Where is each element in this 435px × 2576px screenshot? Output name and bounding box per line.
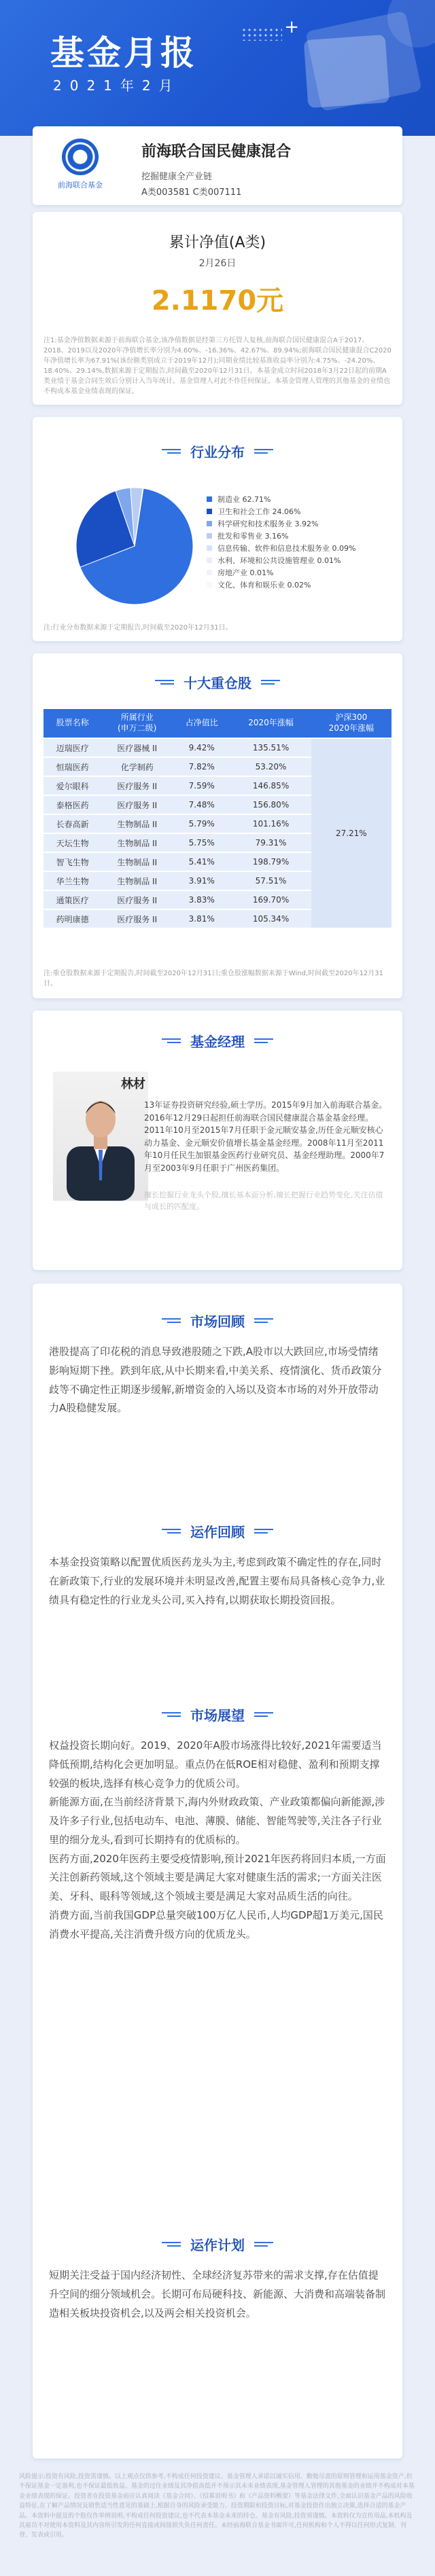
dots-decoration xyxy=(241,27,282,41)
table-cell: 生物制品 II xyxy=(101,834,173,852)
section-body: 本基金投资策略以配置优质医药龙头为主,考虑到政策不确定性的存在,同时在新政策下,行业的发展环境并未明显改善,配置主要布局具备核心竞争力,业绩具有稳定性的行业龙头公司,买入持有,以期获取长期投资回报。 xyxy=(49,1556,385,1606)
legend-swatch xyxy=(207,558,212,563)
table-cell: 生物制品 II xyxy=(101,853,173,871)
table-cell: 7.59% xyxy=(173,777,230,795)
plus-icon: + xyxy=(284,17,299,37)
table-cell: 53.20% xyxy=(230,758,311,776)
manager-bio: 13年证券投资研究经验,硕士学历。2015年9月加入前海联合基金。2016年12月29日起担任前海联合国民健康混合基金基金经理。2011年10月至2015年7月任职于金元顺安基金,历任金元顺安核心动力基金、金元顺安价值增长基金基金经理。2008年11月至2011年10月任民生加银基金医药行业研究员、基金经理助理。2000年7月至2003年9月任职于广州医药集团。 xyxy=(144,1100,387,1173)
fund-codes: A类003581 C类007111 xyxy=(141,187,242,198)
table-cell: 5.75% xyxy=(173,834,230,852)
table-cell: 3.91% xyxy=(173,872,230,890)
legend-item xyxy=(207,554,355,566)
legend-item xyxy=(207,505,355,518)
legend-swatch xyxy=(207,533,212,539)
fund-info-card xyxy=(33,126,402,205)
legend-swatch xyxy=(207,582,212,587)
nav-note: 注1:基金净值数据来源于前海联合基金,该净值数据是经第三方托管人复核,前海联合国民健康混合A于2017、2018、2019以及2020年净值增长率分别为4.60%、-16.36%、42.67%、89.94%;前海联合国民健康混合C2020年净值增长率为67.91%(该份额类别成立于2019年12月);同期业绩比较基准收益率分别为:4.75%、-24.20%、18.40%、29.14%,数据来源于定期报告,时间截至2020年12月31日。本基金成立时间2018年3月22日起的前期A类业绩于基金合同生效后分别计入当年统计。基金管理人对此不作任何保证。本基金管理人管理的其他基金的业绩也不构成本基金业绩表现的保证。 xyxy=(44,337,392,395)
section-heading xyxy=(33,1031,402,1051)
table-cell: 7.48% xyxy=(173,796,230,814)
hs300-return-cell: 27.21% xyxy=(311,739,392,928)
section-title: 运作计划 xyxy=(190,2237,245,2253)
table-header-cell: 占净值比 xyxy=(173,709,230,738)
section-heading xyxy=(33,672,402,692)
table-cell: 135.51% xyxy=(230,739,311,757)
logo-text: 前海联合基金 xyxy=(58,181,103,189)
commentary-card xyxy=(33,1284,402,2459)
table-cell: 医疗器械 II xyxy=(101,739,173,757)
table-cell: 57.51% xyxy=(230,872,311,890)
legend-label: 房地产业 0.01% xyxy=(218,568,274,577)
section-heading xyxy=(33,2234,402,2254)
fund-name: 前海联合国民健康混合 xyxy=(141,143,292,160)
legend-item xyxy=(207,518,355,530)
fund-theme: 挖掘健康全产业链 xyxy=(141,172,213,182)
table-cell: 长春高新 xyxy=(44,815,101,833)
section-body: 短期关注受益于国内经济韧性、全球经济复苏带来的需求支撑,存在估值提升空间的细分领域机会。长期可布局硬科技、新能源、大消费和高端装备制造相关板块投资机会,以及两会相关投资机会。 xyxy=(49,2269,386,2319)
legend-label: 信息传输、软件和信息技术服务业 0.09% xyxy=(218,544,356,553)
section-operation-plan xyxy=(33,2234,402,2323)
table-cell: 生物制品 II xyxy=(101,815,173,833)
table-cell: 泰格医药 xyxy=(44,796,101,814)
manager-bio-extra: 擅长挖掘行业龙头个股,擅长基本面分析,擅长把握行业趋势变化,关注估值与成长的匹配度。 xyxy=(144,1191,383,1211)
table-cell: 9.42% xyxy=(173,739,230,757)
section-heading xyxy=(33,441,402,461)
company-logo-icon xyxy=(62,139,99,175)
nav-card xyxy=(33,212,402,405)
table-cell: 105.34% xyxy=(230,910,311,928)
legend-item xyxy=(207,530,355,542)
table-cell: 天坛生物 xyxy=(44,834,101,852)
table-cell: 医疗服务 II xyxy=(101,777,173,795)
table-cell: 156.80% xyxy=(230,796,311,814)
section-market-outlook xyxy=(33,1705,402,1944)
table-cell: 医疗服务 II xyxy=(101,891,173,909)
table-cell: 101.16% xyxy=(230,815,311,833)
table-cell: 5.41% xyxy=(173,853,230,871)
legend-item xyxy=(207,566,355,579)
section-title: 市场展望 xyxy=(190,1707,245,1724)
report-subtitle: 2021年2月 xyxy=(53,77,181,94)
table-cell: 化学制药 xyxy=(101,758,173,776)
table-cell: 医疗服务 II xyxy=(101,910,173,928)
table-cell: 药明康德 xyxy=(44,910,101,928)
table-cell: 华兰生物 xyxy=(44,872,101,890)
table-cell: 爱尔眼科 xyxy=(44,777,101,795)
report-header xyxy=(0,0,435,136)
report-title: 基金月报 xyxy=(50,33,197,73)
legend-swatch xyxy=(207,496,212,502)
section-market-review xyxy=(33,1311,402,1418)
table-cell: 恒瑞医药 xyxy=(44,758,101,776)
holdings-card xyxy=(33,653,402,998)
holdings-note: 注:重仓股数据来源于定期报告,时间截至2020年12月31日;重仓股涨幅数据来源于Wind,时间截至2020年12月31日。 xyxy=(44,970,384,987)
table-cell: 5.79% xyxy=(173,815,230,833)
section-title: 运作回顾 xyxy=(190,1524,245,1540)
fund-logo xyxy=(53,139,107,190)
manager-card xyxy=(33,1011,402,1270)
table-cell: 生物制品 II xyxy=(101,872,173,890)
legend-item xyxy=(207,542,355,554)
nav-title: 累计净值(A类) xyxy=(169,234,266,251)
legend-label: 卫生和社会工作 24.06% xyxy=(218,507,301,516)
table-cell: 3.81% xyxy=(173,910,230,928)
table-header-row xyxy=(44,709,392,738)
table-cell: 3.83% xyxy=(173,891,230,909)
table-cell: 医疗服务 II xyxy=(101,796,173,814)
table-cell: 通策医疗 xyxy=(44,891,101,909)
nav-value: 2.1170元 xyxy=(151,285,284,316)
table-cell: 198.79% xyxy=(230,853,311,871)
table-cell: 迈瑞医疗 xyxy=(44,739,101,757)
section-title: 市场回顾 xyxy=(190,1313,245,1330)
holdings-table xyxy=(44,708,392,929)
table-header-cell: 沪深300 2020年涨幅 xyxy=(311,709,392,738)
holdings-title: 十大重仓股 xyxy=(184,675,251,691)
legend-label: 科学研究和技术服务业 3.92% xyxy=(218,520,319,528)
manager-name: 林材 xyxy=(121,1077,145,1091)
risk-disclaimer: 风险提示:投资有风险,投资需谨慎。以上观点仅供参考,不构成任何投资建议。基金管理人承诺以诚实信用、勤勉尽责的原则管理和运用基金资产,但不保证基金一定盈利,也不保证最低收益。基金的过往业绩及其净值高低并不预示其未来业绩表现,基金管理人管理的其他基金的业绩并不构成对本基金业绩表现的保证。投资者在投资基金前应认真阅读《基金合同》、《招募说明书》和《产品资料概要》等基金法律文件,全面认识基金产品的风险收益特征,在了解产品情况及销售适当性意见的基础上,根据自身的风险承受能力、投资期限和投资目标,对基金投资作出独立决策,选择合适的基金产品。本资料中提及的个股仅作举例说明,不构成任何投资建议,也不代表本基金未来的持仓。基金有风险,投资须谨慎。本资料仅为宣传用品,本机构及其雇员不对使用本资料及其内容所引发的任何直接或间接损失负任何责任。未经前海联合基金书面许可,任何机构和个人不得以任何形式复制、刊登、发表或引用。 xyxy=(19,2473,415,2539)
industry-title: 行业分布 xyxy=(190,444,245,460)
table-header-cell: 2020年涨幅 xyxy=(230,709,311,738)
table-cell: 7.82% xyxy=(173,758,230,776)
legend-label: 水利、环境和公共设施管理业 0.01% xyxy=(218,556,341,565)
legend-swatch xyxy=(207,509,212,514)
table-cell: 79.31% xyxy=(230,834,311,852)
table-cell: 智飞生物 xyxy=(44,853,101,871)
legend-label: 批发和零售业 3.16% xyxy=(218,532,289,541)
legend-swatch xyxy=(207,545,212,551)
legend-swatch xyxy=(207,570,212,575)
table-row xyxy=(44,739,392,757)
legend-item xyxy=(207,493,355,505)
table-cell: 146.85% xyxy=(230,777,311,795)
manager-title: 基金经理 xyxy=(190,1034,245,1050)
section-heading xyxy=(33,1311,402,1330)
section-operation-review xyxy=(33,1521,402,1610)
section-body: 港股提高了印花税的消息导致港股随之下跌,A股市以大跌回应,市场受情绪影响短期下挫。跌到年底,从中长期来看,中美关系、疫情演化、货币政策分歧等不确定性正期逐步缓解,新增资金的入场以及资本市场的对外开放带动力A股稳健发展。 xyxy=(49,1345,382,1415)
section-heading xyxy=(33,1521,402,1541)
legend-item xyxy=(207,579,355,591)
table-cell: 169.70% xyxy=(230,891,311,909)
section-body: 权益投资长期向好。2019、2020年A股市场涨得比较好,2021年需要适当降低预期,结构化会更加明显。重点仍在低ROE相对稳健、盈利和预期支撑较强的板块,选择有核心竞争力的优质公司。 新能源方面,在当前经济背景下,海内外财政政策、产业政策都偏向新能源,涉及许多子行业,包括电动车、电池、薄膜、储能、智能驾驶等,关注各子行业里的细分龙头,看到可长期持有的优质标的。 医药方面,2020年医药主要受疫情影响,预计2021年医药将回归本质,一方面关注创新药领域,这个领域主要是满足大家对健康生活的需求;一方面关注医美、牙科、眼科等领域,这个领域主要是满足大家对品质生活的向往。 消费方面,当前我国GDP总量突破100万亿人民币,人均GDP超1万美元,国民消费水平提高,关注消费升级方向的优质龙头。 xyxy=(49,1739,386,1940)
table-header-cell: 所属行业 (申万二级) xyxy=(101,709,173,738)
industry-note: 注:行业分布数据来源于定期报告,时间截至2020年12月31日。 xyxy=(44,624,232,632)
legend-label: 文化、体育和娱乐业 0.02% xyxy=(218,581,311,589)
section-heading xyxy=(33,1705,402,1724)
legend-label: 制造业 62.71% xyxy=(218,495,271,504)
industry-card xyxy=(33,417,402,641)
legend-swatch xyxy=(207,521,212,526)
industry-pie-chart xyxy=(73,485,196,610)
decoration-card-front xyxy=(304,35,390,108)
nav-date: 2月26日 xyxy=(198,258,237,269)
table-header-cell: 股票名称 xyxy=(44,709,101,738)
pie-legend xyxy=(207,493,355,591)
